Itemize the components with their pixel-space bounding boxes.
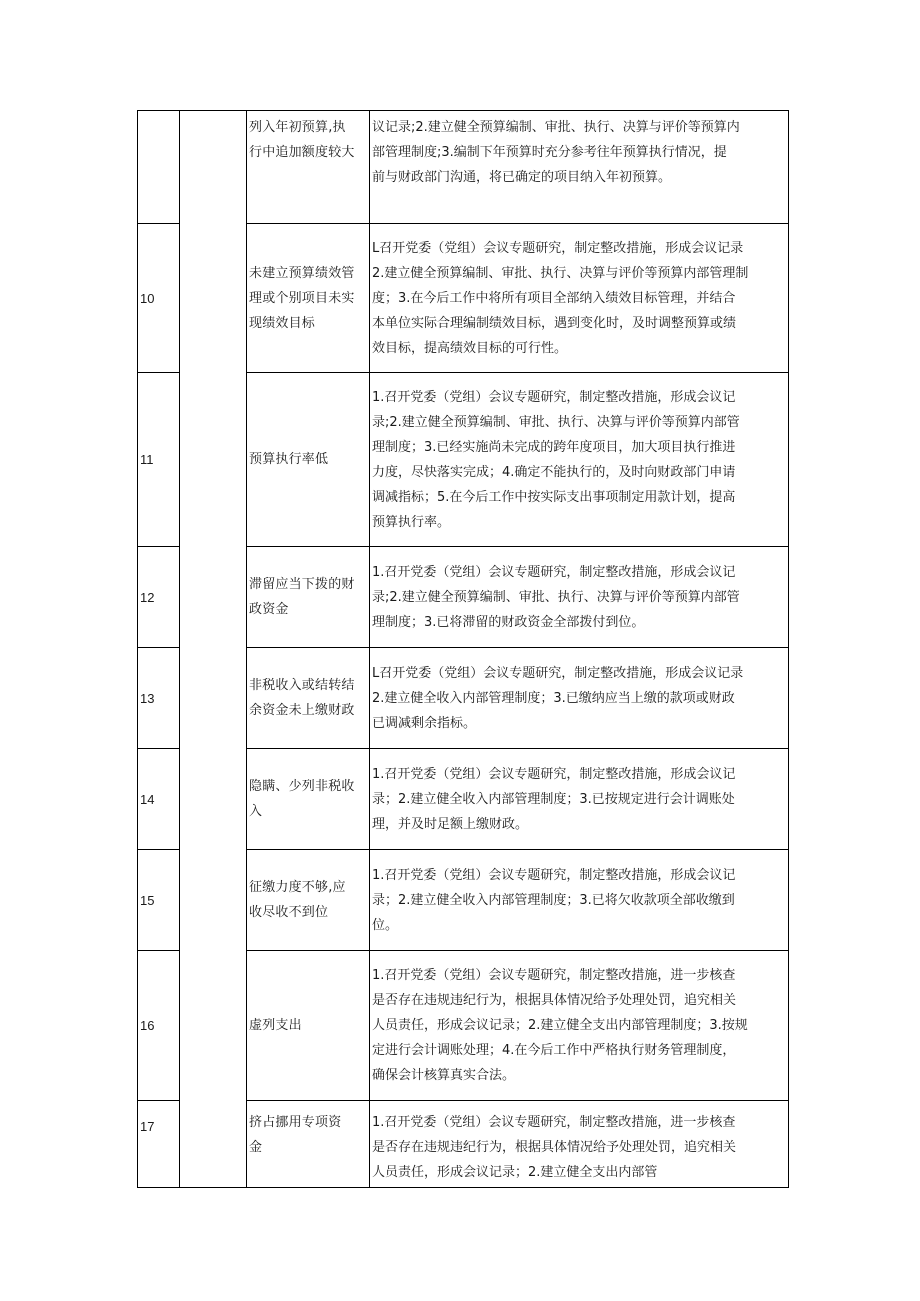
issue-line: 余资金未上缴财政 [249, 703, 355, 718]
issue-cell [247, 749, 370, 850]
table-row [138, 111, 789, 224]
row-number [138, 111, 180, 224]
issue-line: 征缴力度不够,应 [249, 880, 346, 895]
measure-cell [370, 850, 789, 951]
issue-line: 行中追加额度较大 [249, 145, 355, 160]
measure-line: 前与财政部门沟通，将已确定的项目纳入年初预算。 [372, 170, 672, 185]
rectification-table [137, 110, 789, 1188]
issue-line: 挤占挪用专项资 [249, 1115, 342, 1130]
measure-cell [370, 224, 789, 373]
measure-cell [370, 547, 789, 648]
measure-line: 1.召开党委（党组）会议专题研究，制定整改措施，形成会议记 [372, 389, 736, 405]
measure-line: L召开党委（党组）会议专题研究，制定整改措施，形成会议记录 [372, 665, 744, 681]
issue-line: 预算执行率低 [249, 452, 329, 467]
measure-line: 人员责任，形成会议记录；2.建立健全支出内部管理制度；3.按规 [372, 1018, 748, 1033]
issue-cell [247, 547, 370, 648]
issue-line: 收尽收不到位 [249, 905, 329, 920]
measure-line: 本单位实际合理编制绩效目标，遇到变化时，及时调整预算或绩 [372, 315, 737, 331]
issue-cell [247, 373, 370, 547]
measure-line: 部管理制度;3.编制下年预算时充分参考往年预算执行情况，提 [372, 145, 727, 160]
measure-line: 力度，尽快落实完成；4.确定不能执行的，及时向财政部门申请 [372, 464, 736, 480]
measure-cell [370, 951, 789, 1101]
measure-cell [370, 111, 789, 224]
issue-cell [247, 850, 370, 951]
issue-line: 列入年初预算,执 [249, 120, 346, 135]
measure-line: 1.召开党委（党组）会议专题研究，制定整改措施，形成会议记 [372, 867, 736, 883]
measure-line: 2.建立健全收入内部管理制度；3.已缴纳应当上缴的款项或财政 [372, 690, 735, 706]
measure-line: 定进行会计调账处理；4.在今后工作中严格执行财务管理制度， [372, 1043, 736, 1058]
measure-line: 录；2.建立健全收入内部管理制度；3.已按规定进行会计调账处 [372, 791, 735, 807]
row-number: 13 [138, 648, 180, 749]
issue-line: 隐瞒、少列非税收 [249, 779, 355, 794]
issue-line: 政资金 [249, 602, 289, 617]
issue-cell [247, 1101, 370, 1188]
measure-line: 度；3.在今后工作中将所有项目全部纳入绩效目标管理，并结合 [372, 290, 736, 306]
measure-line: 是否存在违规违纪行为，根据具体情况给予处理处罚，追究相关 [372, 1140, 737, 1155]
issue-line: 虚列支出 [249, 1018, 302, 1033]
measure-line: 理制度；3.已将滞留的财政资金全部拨付到位。 [372, 614, 645, 630]
issue-cell [247, 111, 370, 224]
measure-cell [370, 648, 789, 749]
measure-line: 预算执行率。 [372, 514, 451, 530]
measure-line: 人员责任，形成会议记录；2.建立健全支出内部管 [372, 1165, 658, 1180]
row-number: 14 [138, 749, 180, 850]
row-number [138, 1101, 180, 1188]
measure-line: 确保会计核算真实合法。 [372, 1068, 516, 1083]
category-cell [180, 111, 247, 1188]
measure-cell [370, 749, 789, 850]
measure-line: 是否存在违规违纪行为，根据具体情况给予处理处罚，追究相关 [372, 993, 737, 1008]
issue-line: 未建立预算绩效管 [249, 265, 355, 281]
row-number: 10 [138, 224, 180, 373]
measure-line: 理，并及时足额上缴财政。 [372, 816, 529, 832]
table-body [138, 111, 789, 1188]
issue-cell [247, 951, 370, 1101]
issue-line: 理或个别项目未实 [249, 290, 355, 306]
measure-line: 1.召开党委（党组）会议专题研究，制定整改措施，进一步核查 [372, 1115, 736, 1130]
measure-line: 效目标，提高绩效目标的可行性。 [372, 340, 568, 356]
measure-line: 录；2.建立健全收入内部管理制度；3.已将欠收款项全部收缴到 [372, 892, 735, 908]
issue-line: 非税收入或结转结 [249, 678, 355, 693]
measure-line: 2.建立健全预算编制、审批、执行、决算与评价等预算内部管理制 [372, 265, 749, 281]
measure-line: L召开党委（党组）会议专题研究，制定整改措施，形成会议记录 [372, 240, 744, 256]
measure-line: 1.召开党委（党组）会议专题研究，制定整改措施，形成会议记 [372, 766, 736, 782]
row-number: 15 [138, 850, 180, 951]
measure-line: 调减指标；5.在今后工作中按实际支出事项制定用款计划，提高 [372, 489, 736, 505]
measure-line: 录;2.建立健全预算编制、审批、执行、决算与评价等预算内部管 [372, 414, 740, 430]
issue-cell [247, 224, 370, 373]
row-number: 12 [138, 547, 180, 648]
measure-cell [370, 1101, 789, 1188]
issue-cell [247, 648, 370, 749]
measure-line: 1.召开党委（党组）会议专题研究，制定整改措施，形成会议记 [372, 564, 736, 580]
measure-line: 已调减剩余指标。 [372, 715, 477, 731]
row-number: 11 [138, 373, 180, 547]
issue-line: 滞留应当下拨的财 [249, 577, 355, 592]
issue-line: 现绩效目标 [249, 315, 316, 331]
measure-line: 位。 [372, 917, 399, 933]
issue-line: 入 [249, 804, 263, 819]
measure-line: 理制度；3.已经实施尚未完成的跨年度项目，加大项目执行推进 [372, 439, 736, 455]
measure-line: 议记录;2.建立健全预算编制、审批、执行、决算与评价等预算内 [372, 120, 740, 135]
row-number-text: 17 [140, 1119, 155, 1134]
issue-line: 金 [249, 1140, 263, 1155]
measure-cell [370, 373, 789, 547]
measure-line: 1.召开党委（党组）会议专题研究，制定整改措施，进一步核查 [372, 968, 736, 983]
measure-line: 录;2.建立健全预算编制、审批、执行、决算与评价等预算内部管 [372, 589, 740, 605]
row-number: 16 [138, 951, 180, 1101]
